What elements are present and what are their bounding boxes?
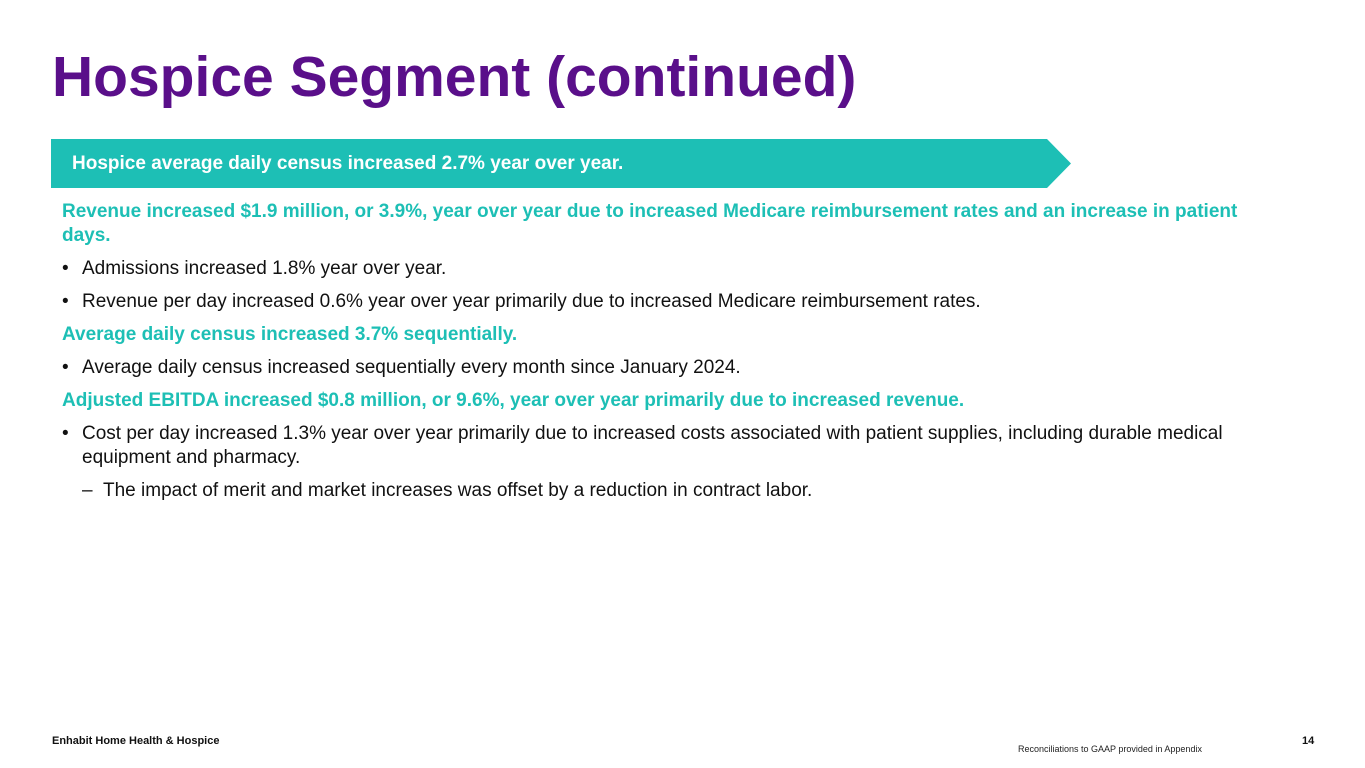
section-heading-ebitda: Adjusted EBITDA increased $0.8 million, or 9.6%, year over year primarily due to increased revenue. <box>62 390 965 411</box>
section-heading-census: Average daily census increased 3.7% sequentially. <box>62 324 518 345</box>
slide-title: Hospice Segment (continued) <box>52 45 857 109</box>
bullet-cost-per-day <box>62 422 1242 470</box>
bullet-text: Admissions increased 1.8% year over year. <box>82 258 447 279</box>
slide-body <box>62 200 1242 512</box>
bullet-text: Average daily census increased sequentially every month since January 2024. <box>82 357 741 378</box>
footer-company-name: Enhabit Home Health & Hospice <box>52 735 220 747</box>
bullet-census-monthly <box>62 356 1242 380</box>
sub-bullet-text: The impact of merit and market increases was offset by a reduction in contract labor. <box>103 480 813 501</box>
bullet-marker: • <box>62 258 69 279</box>
bullet-revenue-per-day <box>62 290 1242 314</box>
banner-text: Hospice average daily census increased 2.7% year over year. <box>72 153 624 174</box>
page-number: 14 <box>1302 735 1315 747</box>
bullet-admissions <box>62 257 1242 281</box>
section-heading-revenue: Revenue increased $1.9 million, or 3.9%, year over year due to increased Medicare reimbursement rates and an increase in patient days. <box>62 201 1238 246</box>
bullet-marker: • <box>62 357 69 378</box>
bullet-marker: • <box>62 291 69 312</box>
bullet-text: Revenue per day increased 0.6% year over year primarily due to increased Medicare reimbursement rates. <box>82 291 981 312</box>
bullet-marker: • <box>62 423 69 444</box>
sub-bullet-merit-market <box>62 479 1242 503</box>
sub-bullet-marker: – <box>82 480 93 501</box>
footer-gaap-note: Reconciliations to GAAP provided in Appendix <box>1018 744 1202 754</box>
bullet-text: Cost per day increased 1.3% year over year primarily due to increased costs associated with patient supplies, including durable medical equipment and pharmacy. <box>82 423 1223 468</box>
highlight-banner <box>51 139 1071 188</box>
